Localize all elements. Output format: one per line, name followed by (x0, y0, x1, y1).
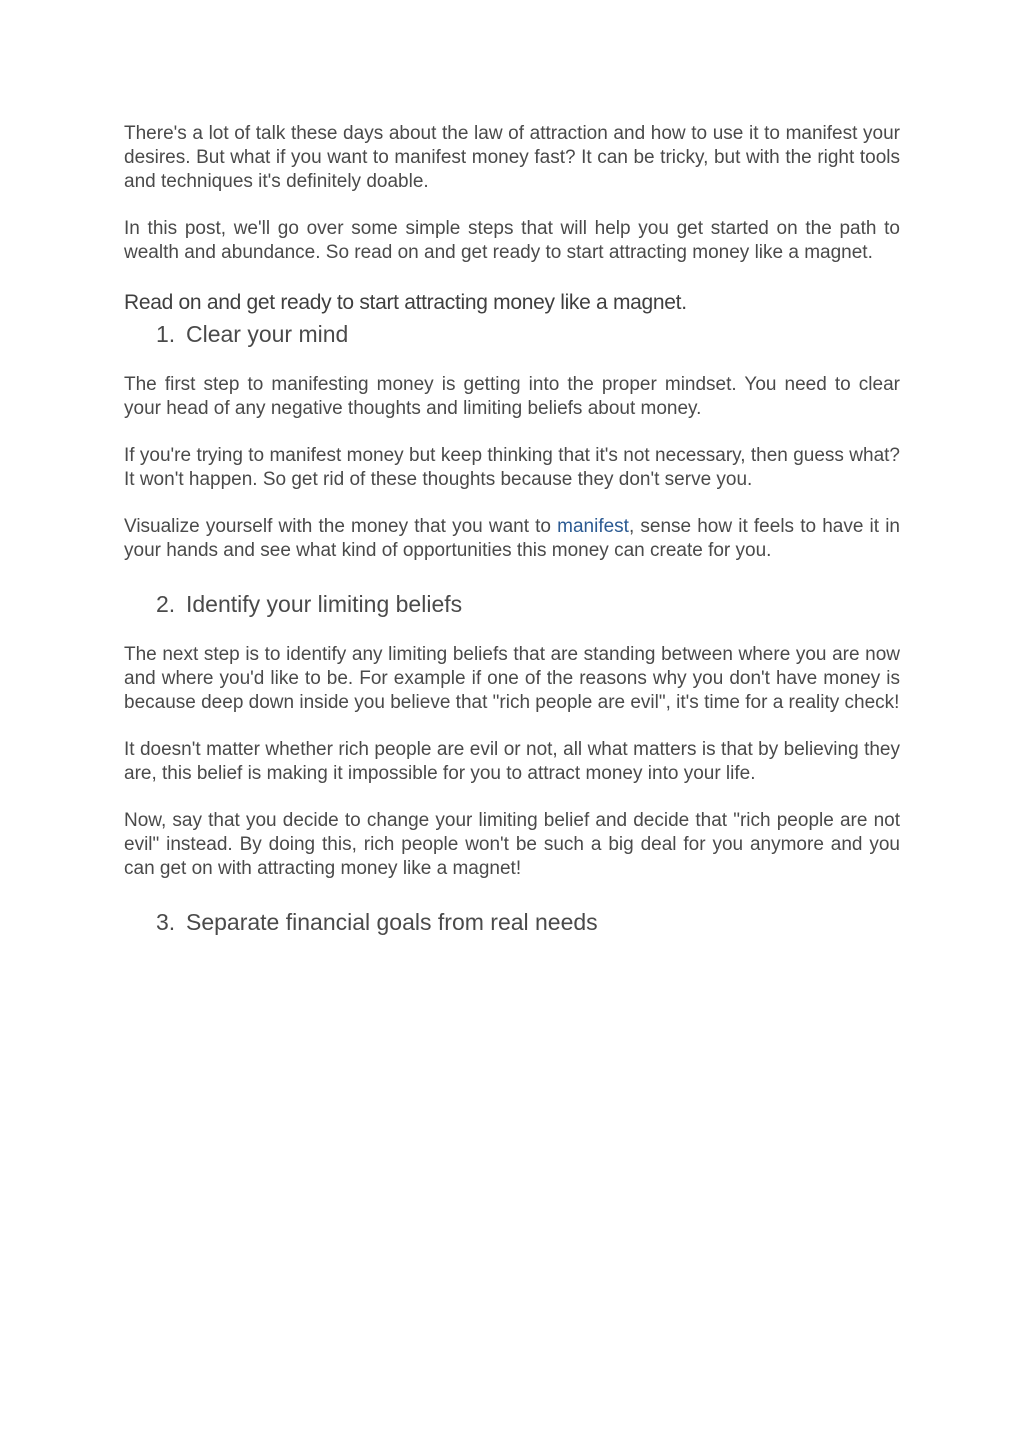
section-heading: Read on and get ready to start attracting money like a magnet. (124, 291, 687, 314)
step-2-paragraph-3: Now, say that you decide to change your limiting belief and decide that "rich people are not evil" instead. By doing this, rich people won't be such a big deal for you anymore and you can get on with attracting money like a magnet! (124, 810, 900, 879)
step-2-paragraph-2: It doesn't matter whether rich people are evil or not, all what matters is that by believing they are, this belief is making it impossible for you to attract money into your life. (124, 739, 900, 784)
step-2-number: 2. (156, 591, 176, 617)
manifest-link[interactable]: manifest (557, 516, 629, 537)
step-3-number: 3. (156, 909, 176, 935)
step-2-heading (124, 589, 900, 619)
step-1-paragraph-2: If you're trying to manifest money but keep thinking that it's not necessary, then guess what? It won't happen. So get rid of these thoughts because they don't serve you. (124, 445, 900, 490)
link-paragraph-after: , sense how it feels to have it in your hands and see what kind of opportunities this money can create for you. (124, 516, 900, 561)
link-paragraph-before: Visualize yourself with the money that you want to (124, 516, 558, 537)
step-1-heading (124, 319, 900, 349)
step-3-heading (124, 907, 900, 937)
intro-paragraph-2: In this post, we'll go over some simple steps that will help you get started on the path to wealth and abundance. So read on and get ready to start attracting money like a magnet. (124, 218, 900, 263)
step-2-paragraph-1: The next step is to identify any limiting beliefs that are standing between where you are now and where you'd like to be. For example if one of the reasons why you don't have money is because deep down inside you believe that "rich people are evil", it's time for a reality check! (124, 644, 900, 713)
step-1-paragraph-1: The first step to manifesting money is getting into the proper mindset. You need to clear your head of any negative thoughts and limiting beliefs about money. (124, 374, 900, 419)
step-1-paragraph-3 (124, 515, 900, 563)
step-3-title: Separate financial goals from real needs (186, 909, 598, 935)
intro-paragraph-1: There's a lot of talk these days about the law of attraction and how to use it to manifest your desires. But what if you want to manifest money fast? It can be tricky, but with the right tools and techniques it's definitely doable. (124, 123, 900, 192)
document-page (124, 122, 900, 961)
step-2-title: Identify your limiting beliefs (186, 591, 463, 617)
step-1-number: 1. (156, 321, 176, 347)
step-1-title: Clear your mind (186, 321, 349, 347)
